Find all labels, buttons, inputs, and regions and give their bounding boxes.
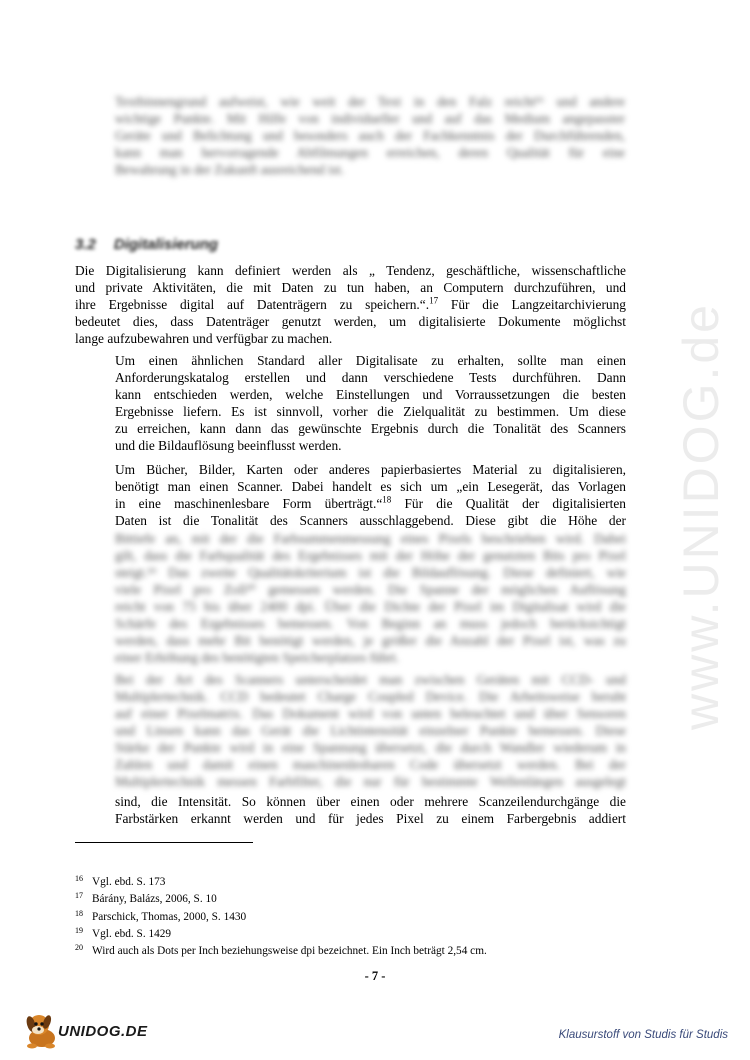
footnote [75,874,675,891]
text-line: einer Erhöhung des benötigten Speicherplatzes führt. [115,650,400,665]
dog-mascot-icon [22,1010,62,1050]
text-line: Textbinnengrund aufweist, wie weit der Text in den Falz reicht¹⁶ und andere [115,94,625,109]
section-title: Digitalisierung [113,236,219,253]
footnote-text: Parschick, Thomas, 2000, S. 1430 [92,910,247,923]
logo-text: UNIDOG.DE [58,1023,148,1040]
text-line: Zahlen und damit einen maschinenlesbaren Code übersetzt werden. Bei der [115,757,626,772]
footnote-number: 18 [75,908,83,918]
footnote-text: Vgl. ebd. S. 173 [92,876,166,888]
text-line: Stärke der Punkte wird in eine Spannung übersetzt, die durch Wandler wiederum in [115,740,626,755]
text-line: Schärfe des Ergebnisses bemessen. Von Beginn an muss jedoch berücksichtigt [115,616,626,631]
text-line: Um Bücher, Bilder, Karten oder anderes papierbasiertes Material zu digitalisieren, [115,462,626,477]
footnote-text: Bárány, Balázs, 2006, S. 10 [92,893,217,906]
text-line: zu erreichen, kann dann das gewünschte Ergebnis durch die Tonalität des Scanners [115,421,626,436]
text-fragment: Für die Qualität der digitalisierten [391,496,626,511]
footnote-separator [75,842,253,843]
footnote-text: Vgl. ebd. S. 1429 [92,927,172,940]
text-line: sind, die Intensität. So können über einen oder mehrere Scanzeilendurchgänge die [115,794,626,809]
footnote-number: 20 [75,943,83,953]
text-line: bedeutet dies, dass Datenträger genutzt werden, um digitalisierte Dokumente möglichst [75,314,626,329]
footer-slogan: Klausurstoff von Studis für Studis [558,1029,728,1041]
footnote-number: 19 [75,925,83,935]
paragraph-standard [115,352,626,454]
blurred-middle-paragraph [115,530,626,790]
section-number: 3.2 [75,236,96,253]
text-line: reicht von 75 bis über 2400 dpi. Über die Dichte der Pixel im Digitalisat wird die [115,599,626,614]
text-line: kann entschieden werden, welche Einstellungen und Vorraussetzungen die besten [115,387,626,402]
footnote-ref: 18 [382,494,392,505]
text-line: und Linsen kann das Gerät die Lichtintensität einzelner Punkte bemessen. Diese [115,723,626,738]
text-line: wichtige Punkte. Mit Hilfe von individueller und auf das Medium angepasster [115,111,625,126]
text-line: Multiplertechnik messen Farbfilter, die nur für bestimmte Wellenlängen ausgelegt [115,774,626,789]
text-line: viele Pixel pro Zoll²⁰ gemessen werden. Die Spanne der möglichen Auflösung [115,582,626,597]
text-line: kann man hervorragende Abfilmungen erreichen, deren Qualität für eine [115,145,625,160]
text-fragment: ihre Ergebnisse digital auf Datenträgern zu speichern.“. [75,297,430,312]
footnote-number: 17 [75,891,83,901]
text-line: Um einen ähnlichen Standard aller Digitalisate zu erhalten, sollte man einen [115,353,626,368]
footnote [75,926,675,943]
text-line: lange aufzubewahren und verfügbar zu machen. [75,331,333,346]
footnote [75,909,675,926]
text-line: werden, dass mehr Bit benötigt werden, je größer die Anzahl der Pixel ist, was zu [115,633,626,648]
paragraph-intensity [115,793,626,827]
text-line: Farbstärken erkannt werden und für jedes Pixel zu einem Farbergebnis addiert [115,811,626,826]
unidog-logo[interactable] [22,1010,157,1050]
text-line: steigt.¹⁹ Das zweite Qualitätskriterium ist die Bildauflösung. Diese definiert, wie [115,565,626,580]
footnote [75,943,675,960]
footnote-number: 16 [75,874,83,883]
paragraph-digitalisierung [75,262,626,347]
text-line: Bei der Art des Scanners unterscheidet man zwischen Geräten mit CCD- und [115,672,626,687]
text-line: Ergebnisse liefern. Es ist sinnvoll, vorher die Zielqualität zu bestimmen. Um diese [115,404,626,419]
text-line: und die Bildauflösung beeinflusst werden. [115,438,342,453]
text-line: Daten ist die Tonalität des Scanners ausschlaggebend. Diese gibt die Höhe der [115,513,626,528]
text-line: benötigt man einen Scanner. Dabei handelt es sich um „ein Lesegerät, das Vorlagen [115,479,626,494]
blurred-top-paragraph [115,93,625,178]
text-fragment: Für die Langzeitarchivierung [438,297,627,312]
paragraph-scanner [115,461,626,529]
text-line: Anforderungskatalog erstellen und dann verschiedene Tests durchführen. Dann [115,370,626,385]
text-line: Geräte und Belichtung und besonders auch der Fachkenntnis der Durchführenden, [115,128,625,143]
footnotes [75,874,675,960]
text-fragment: in eine maschinenlesbare Form überträgt.“ [115,496,383,511]
text-line: und private Aktivitäten, die mit Daten zu tun haben, an Computern durchzuführen, und [75,280,626,295]
footnote-text: Wird auch als Dots per Inch beziehungsweise dpi bezeichnet. Ein Inch beträgt 2,54 cm. [92,945,487,958]
text-line [115,495,626,512]
text-line: Bittiefe an, mit der die Farbsummenmessung eines Pixels beschrieben wird. Dabei [115,531,626,546]
text-line: Multiplertechnik. CCD bedeutet Charge Coupled Device. Die Arbeitsweise beruht [115,689,626,704]
text-line: gilt, dass die Farbqualität des Ergebnisses mit der Höhe der genutzten Bits pro Pixel [115,548,626,563]
text-line: auf einer Pixelmatrix. Das Dokument wird von unten beleuchtet und über Sensoren [115,706,626,721]
section-heading [75,236,218,253]
footnote-ref: 17 [429,295,439,306]
text-line [75,296,626,313]
footnote [75,891,675,908]
text-line: Bewahrung in der Zukunft ausreichend ist. [115,162,345,177]
page-number: - 7 - [364,969,386,983]
text-line: Die Digitalisierung kann definiert werden als „ Tendenz, geschäftliche, wissenschaftliche [75,263,626,278]
